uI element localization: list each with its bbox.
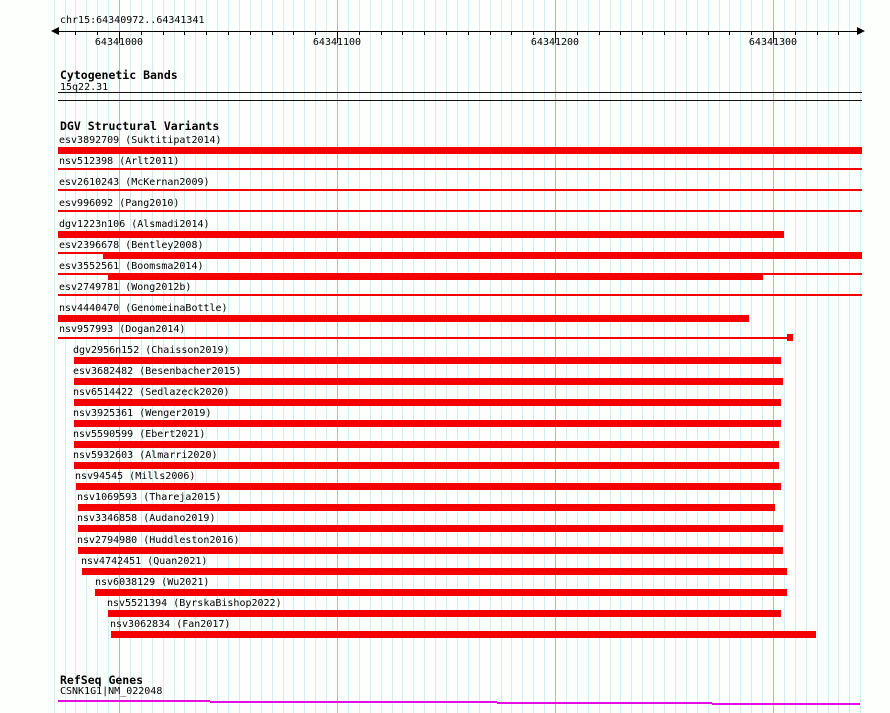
variant-label[interactable]: esv2610243 (McKernan2009): [59, 176, 210, 188]
variant-label[interactable]: esv2396678 (Bentley2008): [59, 239, 204, 251]
ruler-tick-label: 64341300: [748, 36, 798, 48]
region-title: chr15:64340972..64341341: [60, 15, 205, 26]
variant-label[interactable]: nsv5590599 (Ebert2021): [73, 429, 206, 441]
variant-label[interactable]: nsv3346858 (Audano2019): [77, 513, 216, 525]
variant-label[interactable]: esv3682482 (Besenbacher2015): [73, 366, 242, 378]
gene-line-segment[interactable]: [58, 700, 210, 702]
variant-label[interactable]: nsv3925361 (Wenger2019): [73, 408, 212, 420]
cytoband-label[interactable]: 15q22.31: [60, 81, 109, 93]
variant-label[interactable]: nsv94545 (Mills2006): [75, 471, 196, 483]
variant-label[interactable]: dgv1223n106 (Alsmadi2014): [59, 218, 210, 230]
variant-label[interactable]: esv3552561 (Boomsma2014): [59, 260, 204, 272]
dgv-structural-variants-header: DGV Structural Variants: [60, 119, 220, 133]
gene-line-segment[interactable]: [210, 701, 497, 703]
gene-label[interactable]: CSNK1G1|NM_022048: [60, 685, 163, 697]
variant-label[interactable]: nsv5521394 (ByrskaBishop2022): [107, 597, 282, 609]
variant-label[interactable]: dgv2956n152 (Chaisson2019): [73, 345, 230, 356]
variant-label[interactable]: nsv512398 (Arlt2011): [59, 155, 180, 167]
variant-label[interactable]: nsv4440470 (GenomeinaBottle): [59, 302, 228, 314]
ruler-tick-label: 64341200: [530, 36, 580, 48]
variant-label[interactable]: nsv2794980 (Huddleston2016): [77, 534, 240, 546]
variant-label[interactable]: esv3892709 (Suktitipat2014): [59, 134, 222, 146]
ruler-tick-label: 64341000: [94, 36, 144, 48]
gene-line-segment[interactable]: [497, 702, 712, 704]
variant-label[interactable]: nsv3062834 (Fan2017): [110, 618, 231, 630]
variant-label[interactable]: esv996092 (Pang2010): [59, 197, 180, 209]
variant-label[interactable]: nsv6038129 (Wu2021): [95, 576, 210, 588]
variant-label[interactable]: esv2749781 (Wong2012b): [59, 281, 192, 293]
gene-line-segment[interactable]: [712, 703, 860, 705]
ruler-tick-label: 64341100: [312, 36, 362, 48]
cytogenetic-bands-header: Cytogenetic Bands: [60, 67, 178, 82]
variant-label[interactable]: nsv957993 (Dogan2014): [59, 324, 186, 335]
variant-label[interactable]: nsv6514422 (Sedlazeck2020): [73, 387, 230, 399]
variant-label[interactable]: nsv5932603 (Almarri2020): [73, 450, 218, 462]
refseq-genes-header: RefSeq Genes: [60, 672, 144, 687]
variant-label[interactable]: nsv1069593 (Thareja2015): [77, 492, 222, 504]
variant-label[interactable]: nsv4742451 (Quan2021): [81, 555, 208, 567]
